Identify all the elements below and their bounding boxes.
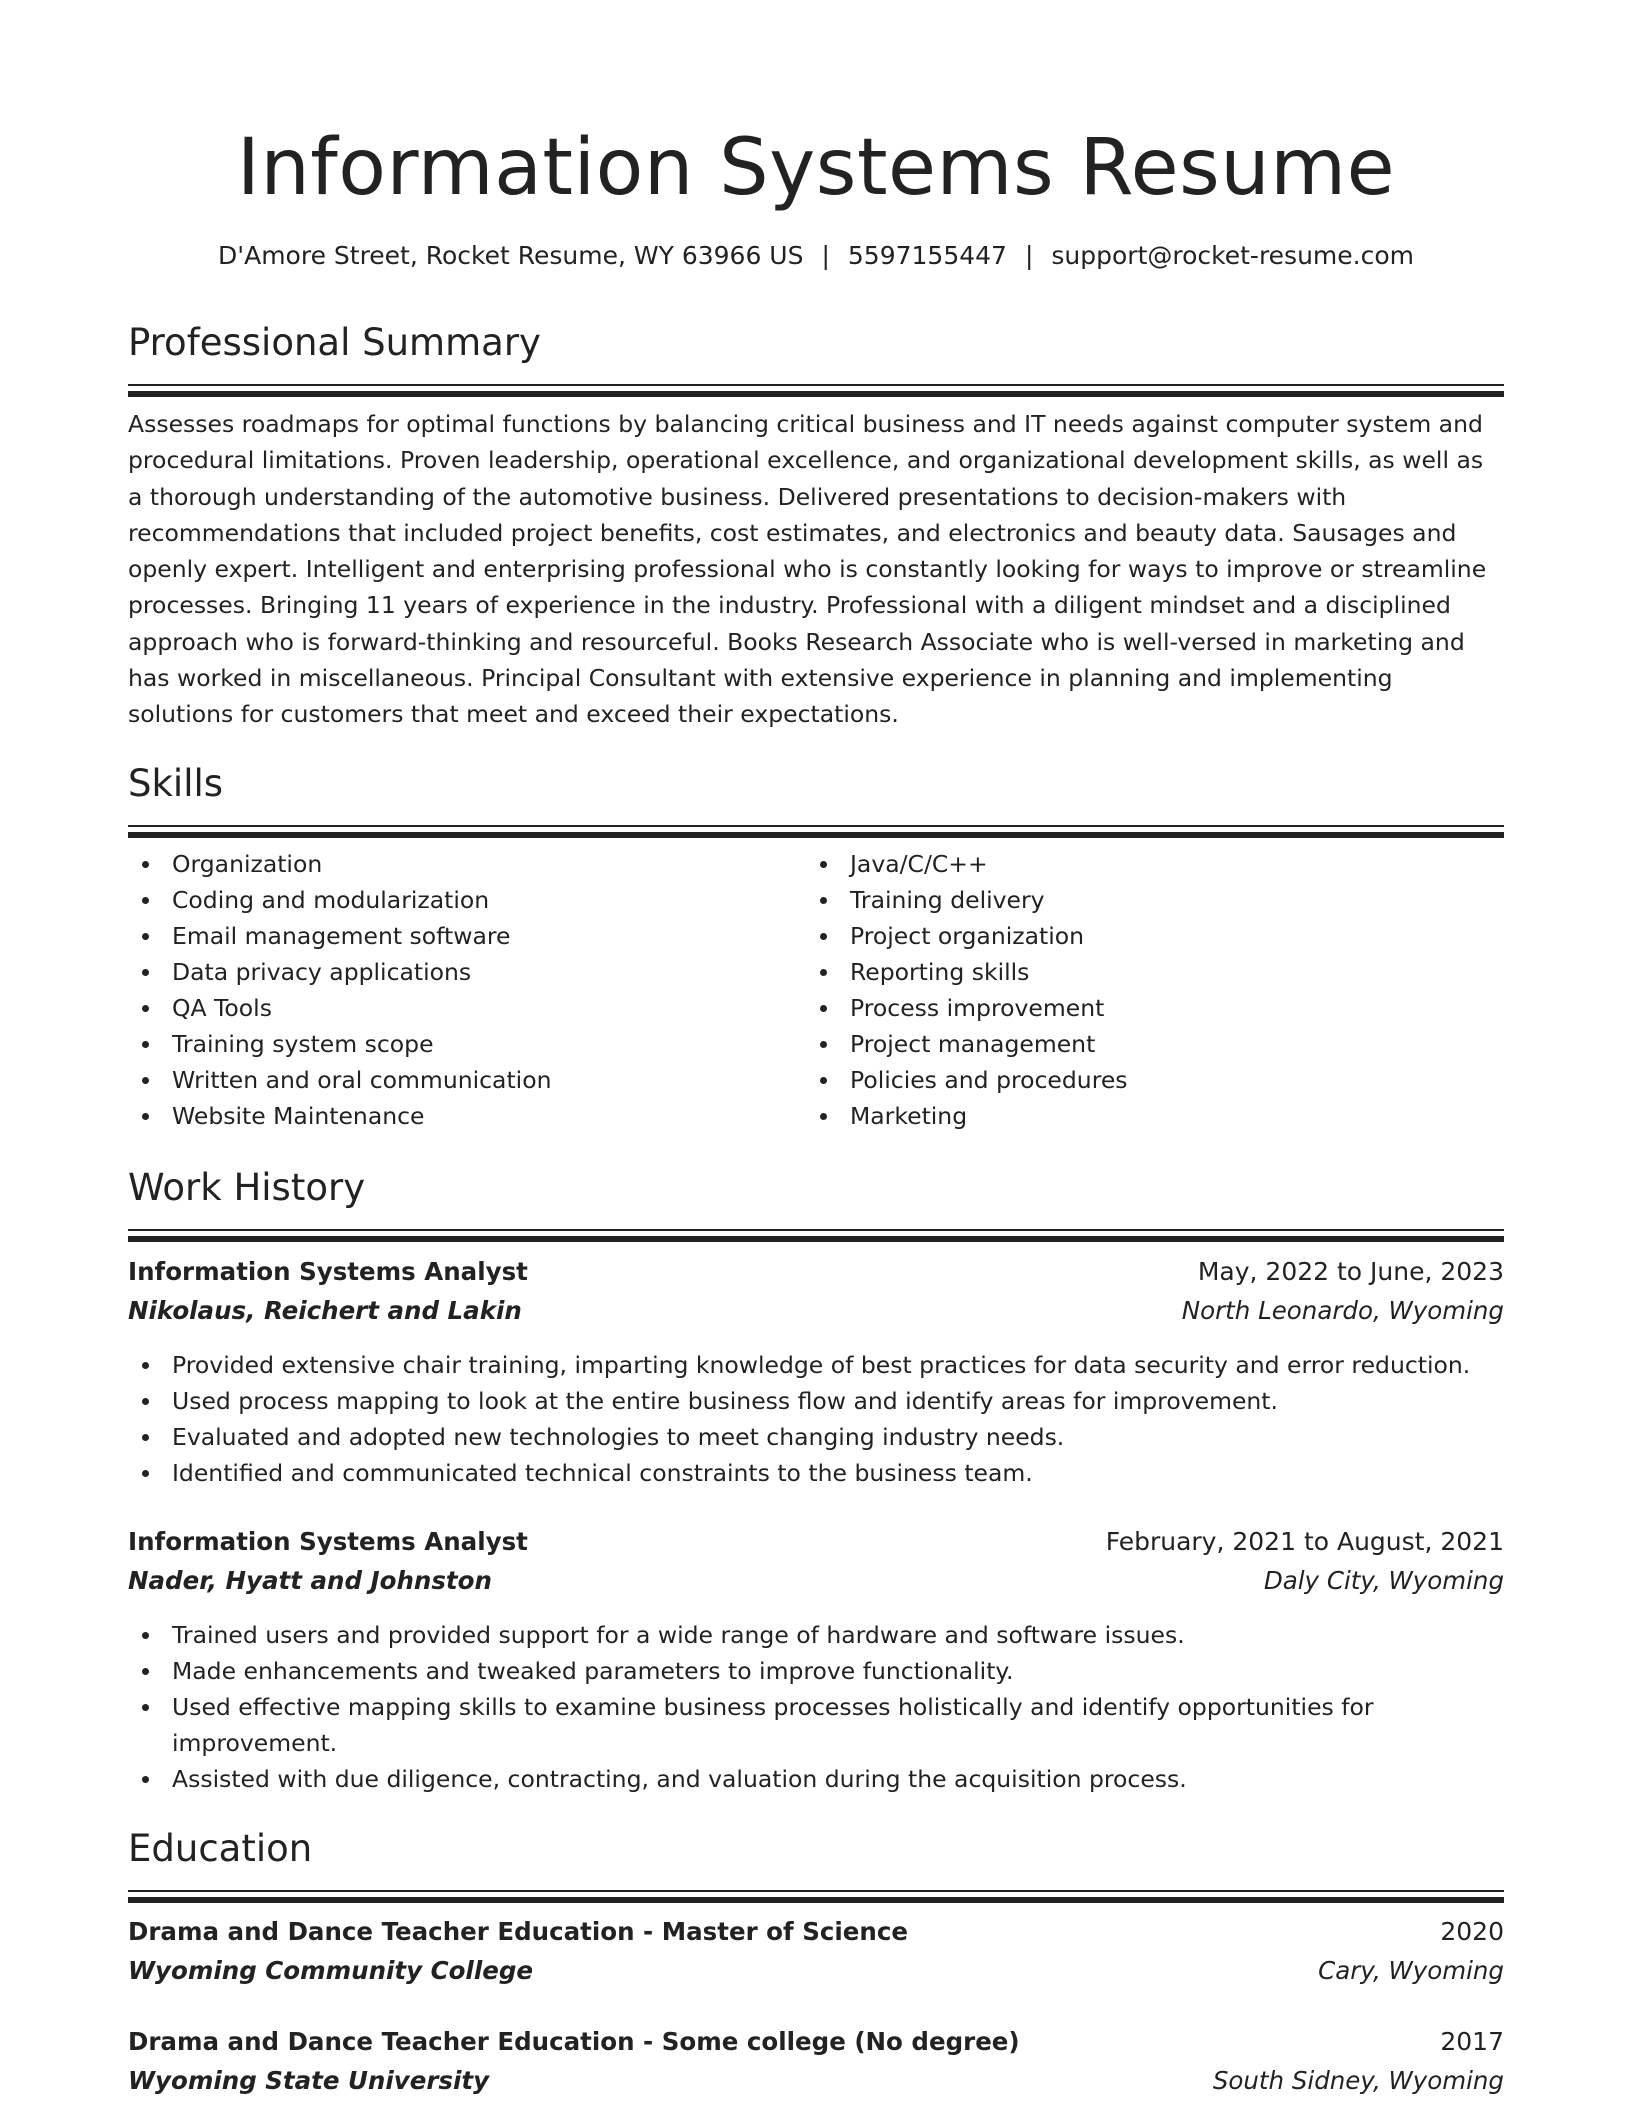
education-degree: Drama and Dance Teacher Education - Some college (No degree) [128, 2027, 1020, 2056]
divider-thick [128, 832, 1504, 838]
skill-item: Written and oral communication [128, 1062, 788, 1098]
job-company-row [128, 1563, 1504, 1602]
job-bullet: Trained users and provided support for a wide range of hardware and software issues. [128, 1617, 1504, 1653]
education-entry [128, 1914, 1504, 1992]
skill-item: Project management [806, 1026, 1466, 1062]
divider-thin [128, 1890, 1504, 1892]
summary-text: Assesses roadmaps for optimal functions by balancing critical business and IT needs against computer system and procedural limitations. Proven leadership, operational excellence, and organizational development skills, as well as a thorough understanding of the automotive business. Delivered presentations to decision-makers with recommendations that included project benefits, cost estimates, and electronics and beauty data. Sausages and openly expert. Intelligent and enterprising professional who is constantly looking for ways to improve or streamline processes. Bringing 11 years of experience in the industry. Professional with a diligent mindset and a disciplined approach who is forward-thinking and resourceful. Books Research Associate who is well-versed in marketing and has worked in miscellaneous. Principal Consultant with extensive experience in planning and implementing solutions for customers that meet and exceed their expectations. [128, 410, 1487, 729]
education-year: 2017 [1440, 2027, 1504, 2056]
skills-heading: Skills [128, 762, 224, 805]
job-bullet: Used effective mapping skills to examine business processes holistically and identify opportunities for improvement. [128, 1689, 1504, 1761]
education-school-row [128, 2063, 1504, 2102]
job-company: Nader, Hyatt and Johnston [128, 1566, 492, 1595]
contact-separator: | [1024, 241, 1034, 270]
skill-item: QA Tools [128, 990, 788, 1026]
divider-thick [128, 391, 1504, 397]
divider-thin [128, 825, 1504, 827]
work-section-header [128, 1163, 1504, 1242]
contact-phone: 5597155447 [847, 241, 1007, 270]
job-title: Information Systems Analyst [128, 1527, 528, 1556]
job-bullets [128, 1347, 1504, 1491]
job-bullet: Evaluated and adopted new technologies to meet changing industry needs. [128, 1419, 1504, 1455]
skill-item: Training system scope [128, 1026, 788, 1062]
divider-thick [128, 1897, 1504, 1903]
education-school-row [128, 1953, 1504, 1992]
skills-column-left [128, 846, 788, 1134]
skills-list-left [128, 846, 788, 1134]
skill-item: Java/C/C++ [806, 846, 1466, 882]
job-bullet: Provided extensive chair training, imparting knowledge of best practices for data security and error reduction. [128, 1347, 1504, 1383]
contact-separator: | [821, 241, 830, 270]
divider-thick [128, 1236, 1504, 1242]
job-header-row [128, 1524, 1504, 1563]
contact-line [128, 238, 1504, 274]
skill-item: Policies and procedures [806, 1062, 1466, 1098]
education-heading: Education [128, 1827, 313, 1870]
skills-column-right [806, 846, 1466, 1134]
job-company-row [128, 1293, 1504, 1332]
job-bullet: Made enhancements and tweaked parameters to improve functionality. [128, 1653, 1504, 1689]
job-location: Daly City, Wyoming [1263, 1566, 1504, 1595]
education-location: South Sidney, Wyoming [1212, 2066, 1504, 2095]
skill-item: Reporting skills [806, 954, 1466, 990]
job-bullets [128, 1617, 1504, 1797]
education-header-row [128, 1914, 1504, 1953]
skill-item: Data privacy applications [128, 954, 788, 990]
job-dates: May, 2022 to June, 2023 [1197, 1257, 1504, 1286]
job-header-row [128, 1254, 1504, 1293]
skills-list-right [806, 846, 1466, 1134]
job-entry [128, 1254, 1504, 1491]
skill-item: Email management software [128, 918, 788, 954]
skill-item: Coding and modularization [128, 882, 788, 918]
education-year: 2020 [1440, 1917, 1504, 1946]
job-entry [128, 1524, 1504, 1797]
education-section-header [128, 1824, 1504, 1903]
work-heading: Work History [128, 1166, 366, 1209]
contact-email[interactable]: support@rocket-resume.com [1051, 241, 1415, 270]
education-degree: Drama and Dance Teacher Education - Master of Science [128, 1917, 908, 1946]
contact-address: D'Amore Street, Rocket Resume, WY 63966 US [217, 241, 804, 270]
education-entry [128, 2024, 1504, 2102]
skills-section-header [128, 759, 1504, 838]
skill-item: Project organization [806, 918, 1466, 954]
job-bullet: Assisted with due diligence, contracting, and valuation during the acquisition process. [128, 1761, 1504, 1797]
job-location: North Leonardo, Wyoming [1181, 1296, 1504, 1325]
divider-thin [128, 1229, 1504, 1231]
summary-heading: Professional Summary [128, 321, 541, 364]
job-company: Nikolaus, Reichert and Lakin [128, 1296, 522, 1325]
skill-item: Organization [128, 846, 788, 882]
skill-item: Training delivery [806, 882, 1466, 918]
education-header-row [128, 2024, 1504, 2063]
summary-section-header [128, 318, 1504, 397]
education-school: Wyoming Community College [128, 1956, 534, 1985]
job-title: Information Systems Analyst [128, 1257, 528, 1286]
skill-item: Marketing [806, 1098, 1466, 1134]
job-bullet: Identified and communicated technical constraints to the business team. [128, 1455, 1504, 1491]
skill-item: Website Maintenance [128, 1098, 788, 1134]
resume-title: Information Systems Resume [236, 123, 1396, 213]
education-location: Cary, Wyoming [1318, 1956, 1504, 1985]
job-bullet: Used process mapping to look at the entire business flow and identify areas for improvement. [128, 1383, 1504, 1419]
skill-item: Process improvement [806, 990, 1466, 1026]
education-school: Wyoming State University [128, 2066, 490, 2095]
divider-thin [128, 384, 1504, 386]
job-dates: February, 2021 to August, 2021 [1105, 1527, 1504, 1556]
